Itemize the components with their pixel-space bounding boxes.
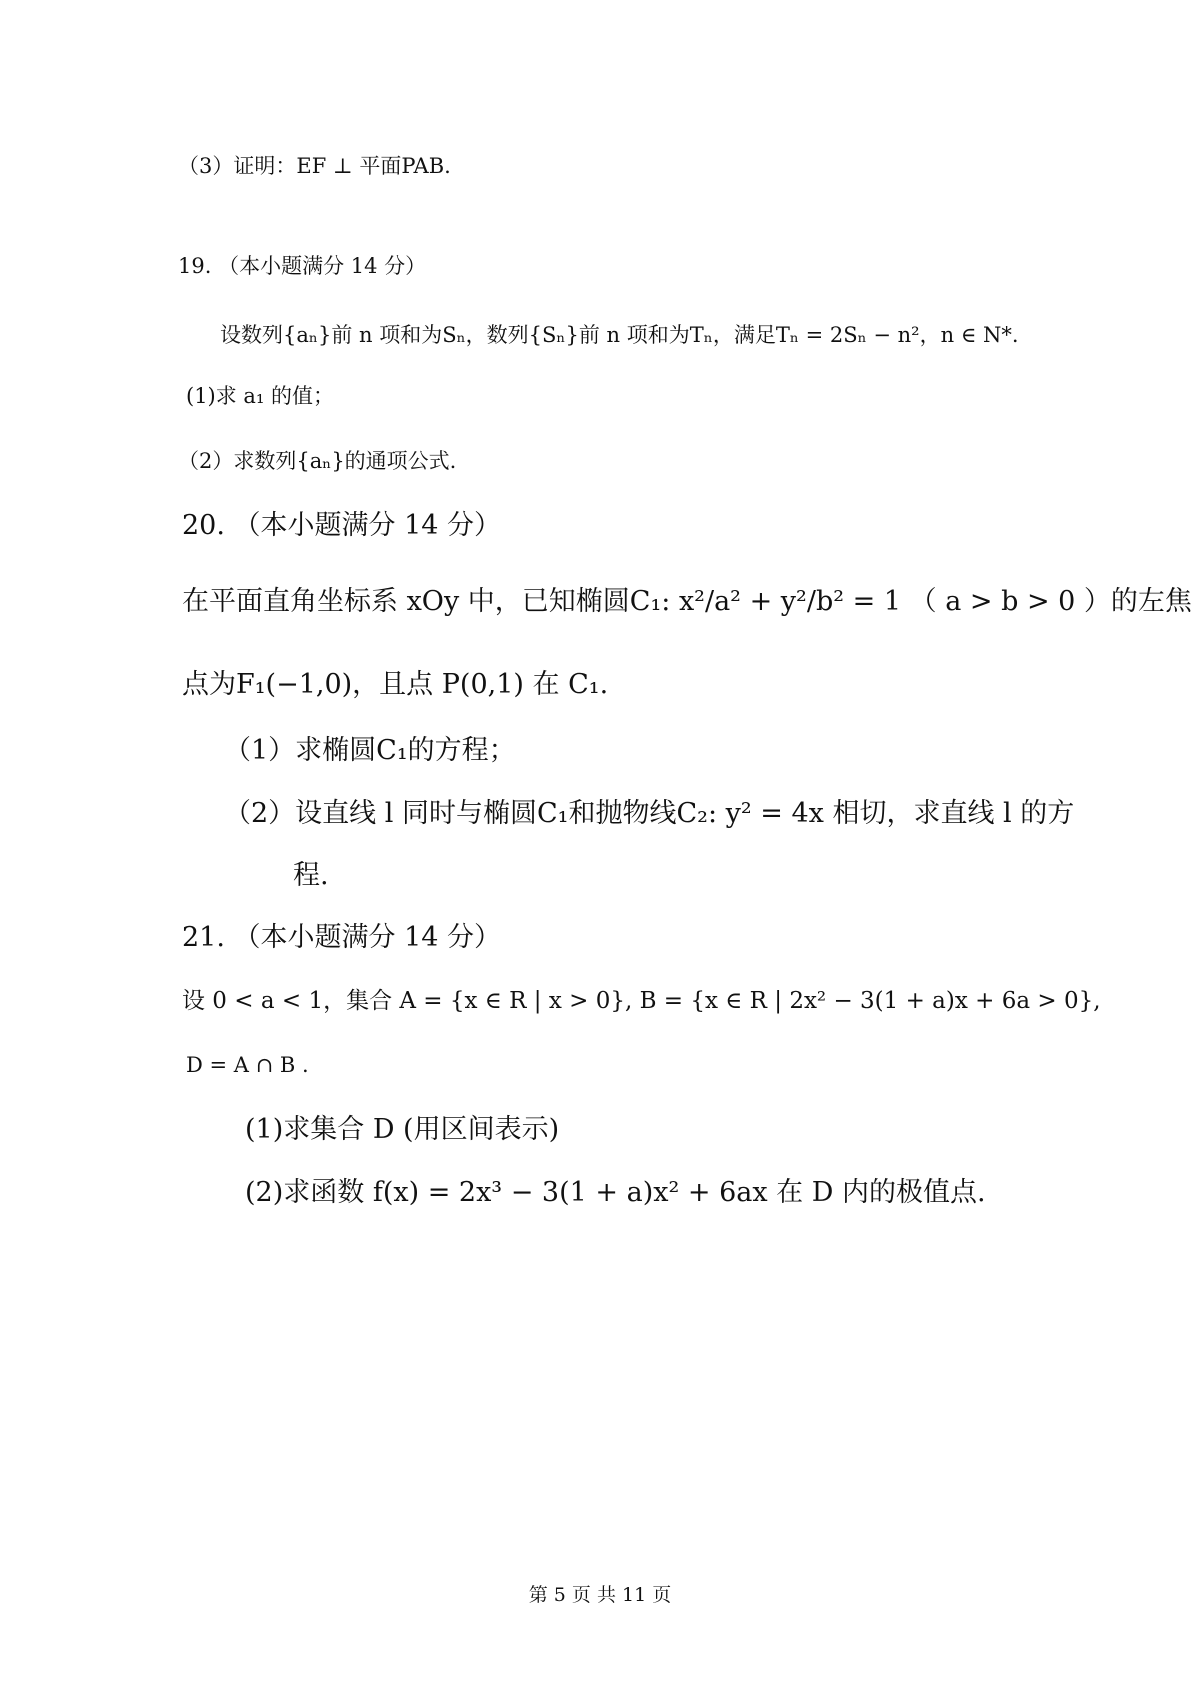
- q21-header: 21. （本小题满分 14 分）: [182, 922, 502, 953]
- q21-stem-line1: 设 0 < a < 1，集合 A = {x ∈ R | x > 0}, B = {x ∈ R | 2x² − 3(1 + a)x + 6a > 0},: [182, 988, 1101, 1014]
- q21-stem-line2: D = A ∩ B .: [186, 1053, 309, 1077]
- q20-header: 20. （本小题满分 14 分）: [182, 510, 502, 541]
- q19-stem: 设数列{aₙ}前 n 项和为Sₙ，数列{Sₙ}前 n 项和为Tₙ，满足Tₙ = 2Sₙ − n²，n ∈ N*.: [220, 323, 1019, 347]
- page-footer: 第 5 页 共 11 页: [528, 1584, 672, 1606]
- q20-part2-line2: 程.: [293, 860, 329, 891]
- q20-stem-line2: 点为F₁(−1,0)，且点 P(0,1) 在 C₁.: [182, 669, 609, 700]
- q20-part2-line1: （2）设直线 l 同时与椭圆C₁和抛物线C₂: y² = 4x 相切，求直线 l 的方: [224, 798, 1075, 829]
- q19-part2: （2）求数列{aₙ}的通项公式.: [178, 449, 457, 473]
- q19-header: 19. （本小题满分 14 分）: [178, 254, 427, 278]
- q21-part2: (2)求函数 f(x) = 2x³ − 3(1 + a)x² + 6ax 在 D 内的极值点.: [245, 1177, 986, 1208]
- q18-part3: （3）证明：EF ⊥ 平面PAB.: [178, 154, 451, 178]
- q20-stem-line1: 在平面直角坐标系 xOy 中，已知椭圆C₁: x²/a² + y²/b² = 1 （ a > b > 0 ）的左焦: [182, 586, 1192, 617]
- q20-part1: （1）求椭圆C₁的方程；: [224, 735, 516, 766]
- q21-part1: (1)求集合 D (用区间表示): [245, 1114, 560, 1145]
- q19-part1: (1)求 a₁ 的值；: [186, 384, 335, 408]
